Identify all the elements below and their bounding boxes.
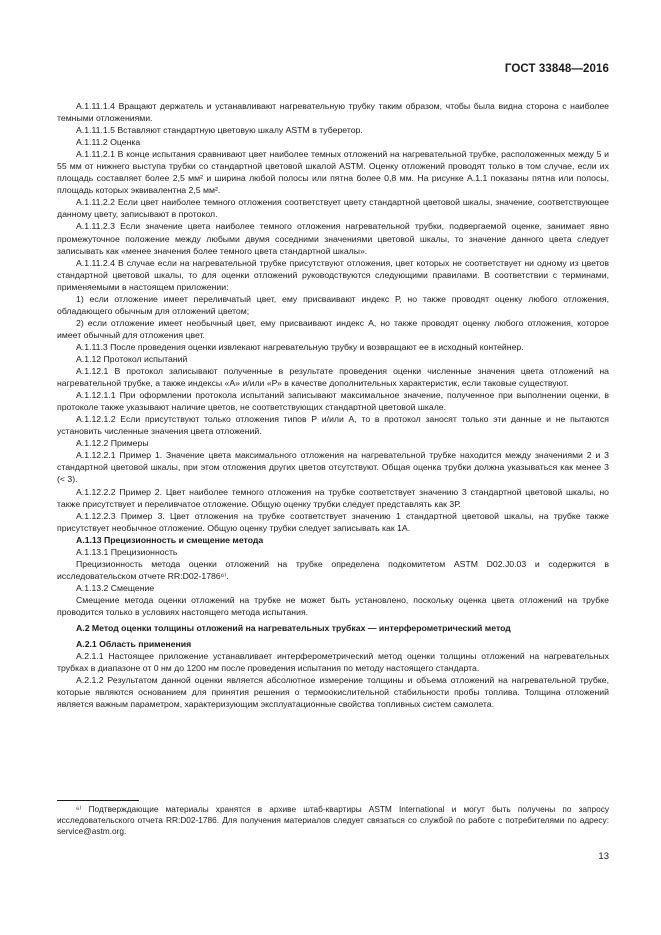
document-header: ГОСТ 33848—2016 (504, 63, 609, 75)
paragraph-p11: А.1.12 Протокол испытаний (76, 353, 188, 364)
paragraph-p12: А.1.12.1 В протокол записывают полученные в результате проведения оценки численные значения цвета отложений на нагревательной трубке, а также индексы «А» и/или «Р» в качестве дополнительных характеристик, если таковые существуют. (57, 366, 609, 389)
paragraph-p18: А.1.12.2.3 Пример 3. Цвет отложения на трубке соответствует значению 1 стандартной цветовой шкалы, на трубке также присутствует необычное отложение. Общую оценку трубки следует записывать как 1А. (57, 510, 609, 533)
paragraph-p5: А.1.11.2.2 Если цвет наиболее темного отложения соответствует цвету стандартной цветовой шкалы, значение, соответствующее данному цвету, записывают в протокол. (57, 197, 609, 220)
paragraph-p27: А.2.1.2 Результатом данной оценки является абсолютное измерение толщины и объема отложений на нагревательной трубке, которые являются основанием для принятия решения о термоокислительной стабильности пробы топлива. Толщина отложений является важным параметром, характеризующим эксплуатационные свойства топливных систем самолета. (57, 675, 609, 710)
paragraph-p9: 2) если отложение имеет необычный цвет, ему присваивают индекс А, но также проводят оценку любого отложения, которое имеет обычный для отложения цвет. (57, 317, 609, 340)
paragraph-p2: А.1.11.1.5 Вставляют стандартную цветовую шкалу ASTM в туберетор. (76, 125, 363, 136)
paragraph-p26: А.2.1.1 Настоящее приложение устанавливает интерферометрический метод оценки толщины отложений на нагревательных трубках в диапазоне от 0 нм до 1200 нм после проведения испытания по методу настоящего стандарта. (57, 651, 609, 674)
footnote: ⁶⁾ Подтверждающие материалы хранятся в архиве штаб-квартиры ASTM International и могут быть получены по запросу исследовательского отчета RR:D02-1786. Для получения материалов следует связаться со службой по работе с потребителями по адресу: service@astm.org. (57, 804, 609, 837)
footnote-divider (57, 800, 139, 801)
paragraph-p6: А.1.11.2.3 Если значение цвета наиболее темного отложения нагревательной трубки, подвергаемой оценке, занимает явно промежуточное положение между любыми двумя соседними значениями цветовой шкалы, то значение данного цвета следует записывать как «менее значения более темного цвета стандартной шкалы». (57, 221, 609, 256)
paragraph-p24: А.2 Метод оценки толщины отложений на нагревательных трубках — интерферометрический метод (76, 623, 511, 634)
paragraph-p16: А.1.12.2.1 Пример 1. Значение цвета максимального отложения на нагревательной трубке находится между значениями 2 и 3 стандартной цветовой шкалы, при этом отложения других цветов отсутствуют. Общая оценка трубки должна указываться как менее 3 (< 3). (57, 450, 609, 485)
paragraph-p15: А.1.12.2 Примеры (76, 438, 149, 449)
page-number: 13 (598, 851, 609, 862)
paragraph-p17: А.1.12.2.2 Пример 2. Цвет наиболее темного отложения на трубке соответствует значению 3 стандартной цветовой шкалы, но также присутствует и переливчатое отложение. Общую оценку трубки следует представлять как 3Р. (57, 486, 609, 509)
paragraph-p19: А.1.13 Прецизионность и смещение метода (76, 534, 264, 545)
paragraph-p10: А.1.11.3 После проведения оценки извлекают нагревательную трубку и возвращают ее в исходный контейнер. (76, 341, 524, 352)
document-body (57, 100, 609, 710)
paragraph-p22: А.1.13.2 Смещение (76, 582, 155, 593)
paragraph-p23: Смещение метода оценки отложений на трубке не может быть установлено, поскольку оценка цвета отложений на трубке проводится только в условиях настоящего метода испытания. (57, 594, 609, 617)
paragraph-p21: Прецизионность метода оценки отложений на трубке определена подкомитетом ASTM D02.J0.03 и содержится в исследовательском отчете RR:D02-1786⁶⁾. (57, 558, 609, 581)
paragraph-p7: А.1.11.2.4 В случае если на нагревательной трубке присутствуют отложения, цвет которых не соответствует ни одному из цветов стандартной цветовой шкалы, то для оценки отложений руководствуются следующими правилами. В соответствии с терминами, применяемыми в настоящем приложении: (57, 257, 609, 292)
paragraph-p20: А.1.13.1 Прецизионность (76, 546, 178, 557)
paragraph-p3: А.1.11.2 Оценка (76, 137, 141, 148)
paragraph-p13: А.1.12.1.1 При оформлении протокола испытаний записывают максимальное значение, полученное при выполнении оценки, в протоколе также указывают наличие цветов, не соответствующих стандартной цветовой шкале. (57, 390, 609, 413)
paragraph-p4: А.1.11.2.1 В конце испытания сравнивают цвет наиболее темных отложений на нагревательной трубке, расположенных между 5 и 55 мм от нижнего выступа трубки со стандартной цветовой шкалой ASTM. Оценку отложений проводят только в том случае, если их площадь составляет более 2,5 мм² и ширина любой полосы или пятна более 0,8 мм. На рисунке А.1.1 показаны пятна или полосы, площадь которых эквивалентна 2,5 мм². (57, 149, 609, 196)
paragraph-p25: А.2.1 Область применения (76, 639, 192, 650)
paragraph-p8: 1) если отложение имеет переливчатый цвет, ему присваивают индекс Р, но также проводят оценку любого отложения, обладающего обычным для отложений цветом; (57, 293, 609, 316)
paragraph-p1: А.1.11.1.4 Вращают держатель и устанавливают нагревательную трубку таким образом, чтобы была видна сторона с наиболее темными отложениями. (57, 101, 609, 124)
paragraph-p14: А.1.12.1.2 Если присутствуют только отложения типов Р и/или А, то в протокол заносят только эти данные и не пытаются установить численные значения цвета отложений. (57, 414, 609, 437)
